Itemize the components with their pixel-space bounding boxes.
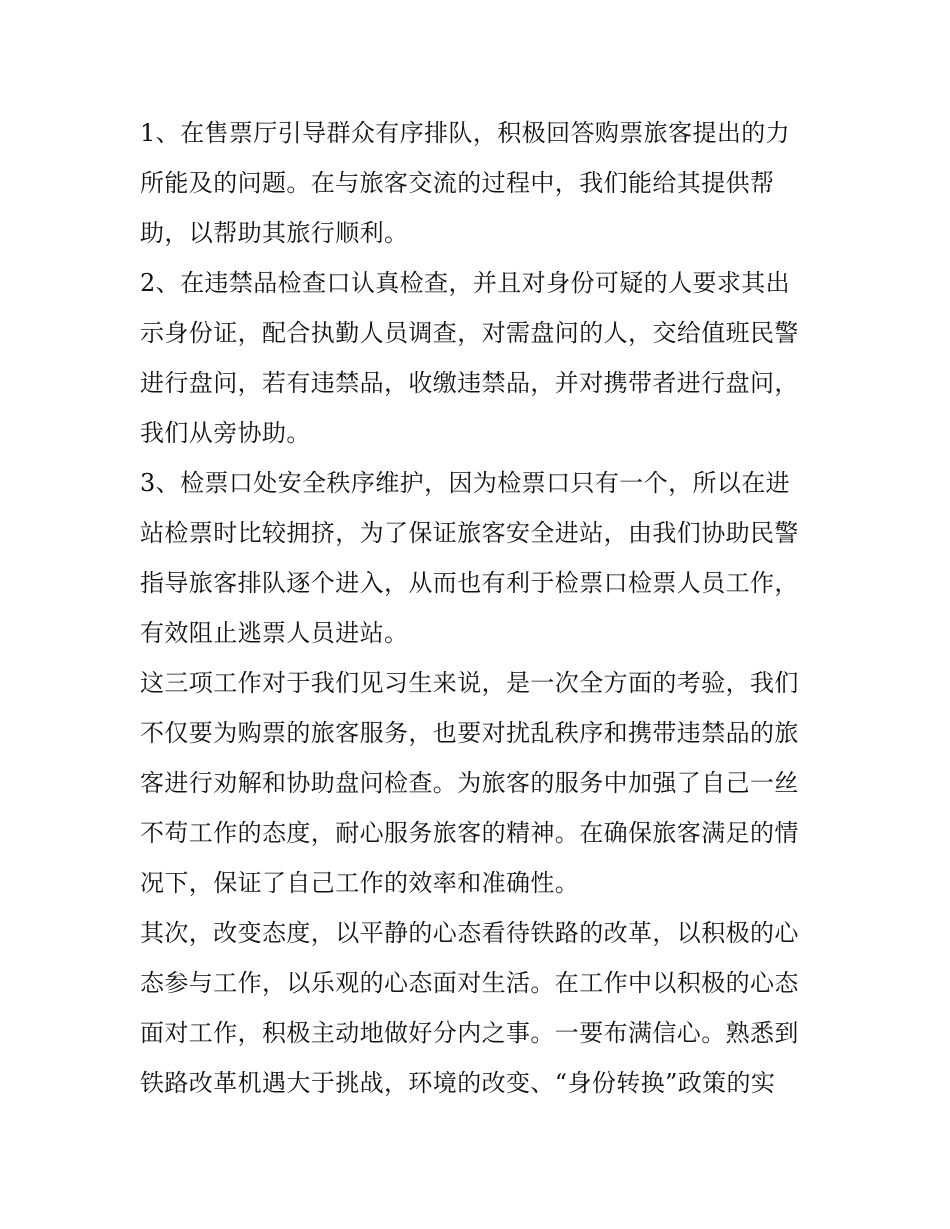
text-line: 3、检票口处安全秩序维护，因为检票口只有一个，所以在进 xyxy=(140,469,791,497)
text-line: 进行盘问，若有违禁品，收缴违禁品，并对携带者进行盘问， xyxy=(140,369,799,397)
text-line: 指导旅客排队逐个进入，从而也有利于检票口检票人员工作， xyxy=(140,569,799,597)
text-line: 其次，改变态度，以平静的心态看待铁路的改革，以积极的心 xyxy=(140,919,799,947)
text-line: 助，以帮助其旅行顺利。 xyxy=(140,219,409,247)
text-line: 客进行劝解和协助盘问检查。为旅客的服务中加强了自己一丝 xyxy=(140,769,799,797)
text-line: 示身份证，配合执勤人员调查，对需盘问的人，交给值班民警 xyxy=(140,319,799,347)
body-text xyxy=(140,108,820,1108)
text-line: 所能及的问题。在与旅客交流的过程中，我们能给其提供帮 xyxy=(140,169,775,197)
text-line: 面对工作，积极主动地做好分内之事。一要布满信心。熟悉到 xyxy=(140,1019,799,1047)
text-line: 不苟工作的态度，耐心服务旅客的精神。在确保旅客满足的情 xyxy=(140,819,799,847)
text-line: 2、在违禁品检查口认真检查，并且对身份可疑的人要求其出 xyxy=(140,269,791,297)
text-line: 况下，保证了自己工作的效率和准确性。 xyxy=(140,869,580,897)
text-line: 这三项工作对于我们见习生来说，是一次全方面的考验，我们 xyxy=(140,669,799,697)
text-line: 1、在售票厅引导群众有序排队，积极回答购票旅客提出的力 xyxy=(140,119,791,147)
text-line: 我们从旁协助。 xyxy=(140,419,311,447)
text-line: 态参与工作，以乐观的心态面对生活。在工作中以积极的心态 xyxy=(140,969,799,997)
text-line: 铁路改革机遇大于挑战，环境的改变、“身份转换”政策的实 xyxy=(140,1069,776,1097)
text-line: 站检票时比较拥挤，为了保证旅客安全进站，由我们协助民警 xyxy=(140,519,799,547)
text-line: 有效阻止逃票人员进站。 xyxy=(140,619,409,647)
text-line: 不仅要为购票的旅客服务，也要对扰乱秩序和携带违禁品的旅 xyxy=(140,719,799,747)
